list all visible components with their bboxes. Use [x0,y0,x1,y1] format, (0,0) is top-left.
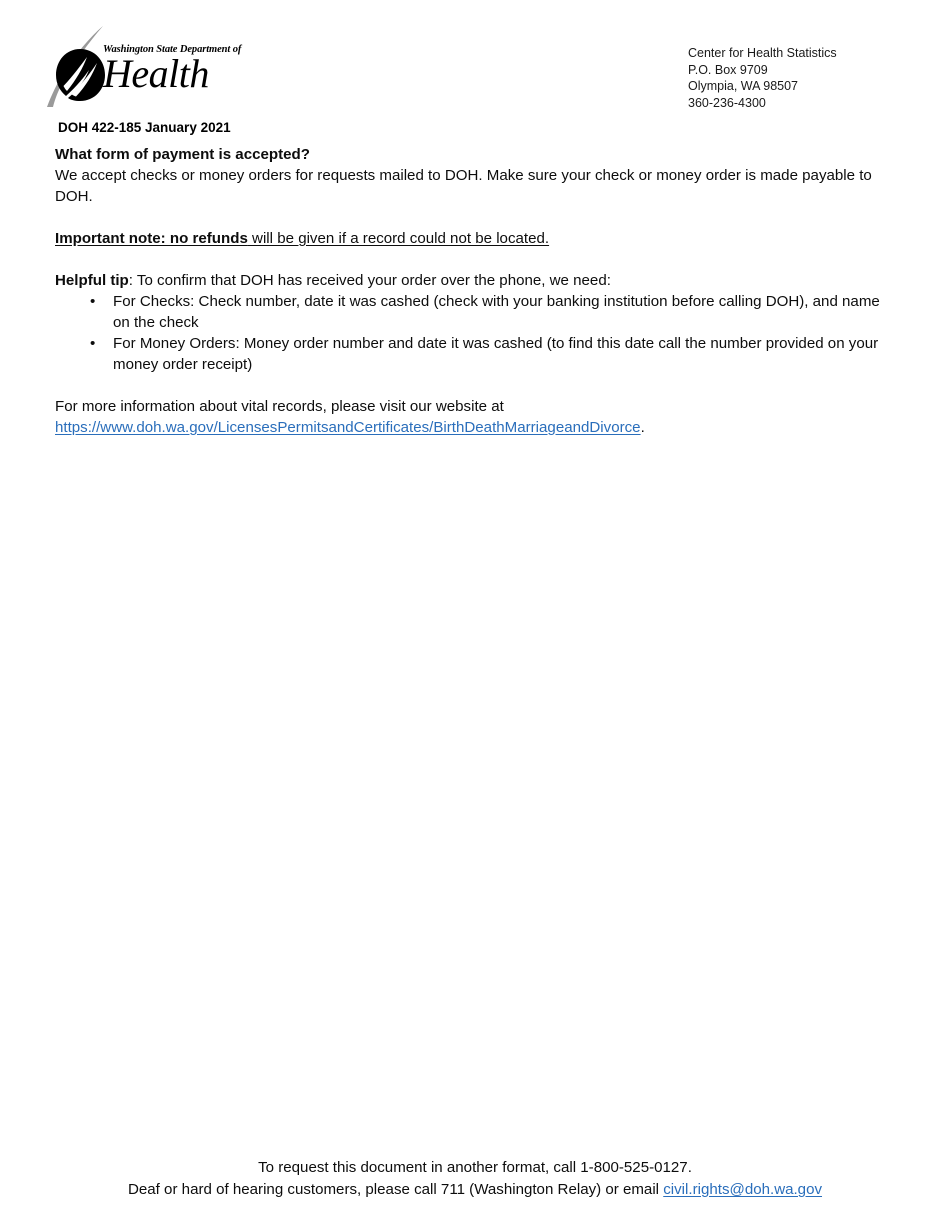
footer-relay-line [0,1179,950,1201]
document-body [55,144,891,438]
document-id-label: DOH 422-185 January 2021 [58,120,231,135]
page-footer [0,1157,950,1201]
civil-rights-email-link[interactable]: civil.rights@doh.wa.gov [663,1181,823,1198]
address-line-phone: 360-236-4300 [688,95,766,110]
doh-wordmark [103,44,303,95]
important-note [55,228,891,249]
website-link-line [55,417,891,438]
list-item-text: For Money Orders: Money order number and date it was cashed (to find this date call the number provided on your money order receipt) [113,335,879,373]
doh-logo [45,22,305,135]
section-heading-payment: What form of payment is accepted? [55,146,310,163]
helpful-tip-label: Helpful tip [55,272,129,289]
logo-department-line: Washington State Department of [103,44,242,55]
spacer-before-website [55,375,891,396]
logo-health-wordmark: Health [103,51,209,96]
list-item [55,333,891,375]
doh-vital-records-link[interactable]: https://www.doh.wa.gov/LicensesPermitsandCertificates/BirthDeathMarriageandDivorce [55,419,641,436]
important-note-bold-part: Important note: no refunds [55,230,248,247]
list-item-text: For Checks: Check number, date it was cashed (check with your banking institution before calling DOH), and name on the check [113,293,880,331]
address-line-organization: Center for Health Statistics [688,46,837,60]
spacer-after-intro [55,207,891,228]
page-header [0,0,950,135]
footer-relay-text: Deaf or hard of hearing customers, please call 711 (Washington Relay) or email [127,1181,664,1198]
helpful-tip-rest: : To confirm that DOH has received your order over the phone, we need: [128,272,611,289]
spacer-after-note [55,249,891,270]
list-item [55,291,891,333]
address-block [688,45,837,111]
website-link-trailing-period: . [640,419,645,436]
footer-alt-format-line: To request this document in another format, call 1-800-525-0127. [258,1159,692,1176]
address-line-city-state-zip: Olympia, WA 98507 [688,79,799,93]
tip-bullet-list [55,291,891,375]
important-note-rest: will be given if a record could not be located. [247,230,550,247]
website-intro-text: For more information about vital records, please visit our website at [55,398,504,415]
address-line-pobox: P.O. Box 9709 [688,62,768,77]
bullet-marker-icon: • [90,335,96,352]
bullet-marker-icon: • [90,293,96,310]
helpful-tip-line [55,270,891,291]
intro-paragraph: We accept checks or money orders for requests mailed to DOH. Make sure your check or money order is made payable to DOH. [55,167,872,205]
